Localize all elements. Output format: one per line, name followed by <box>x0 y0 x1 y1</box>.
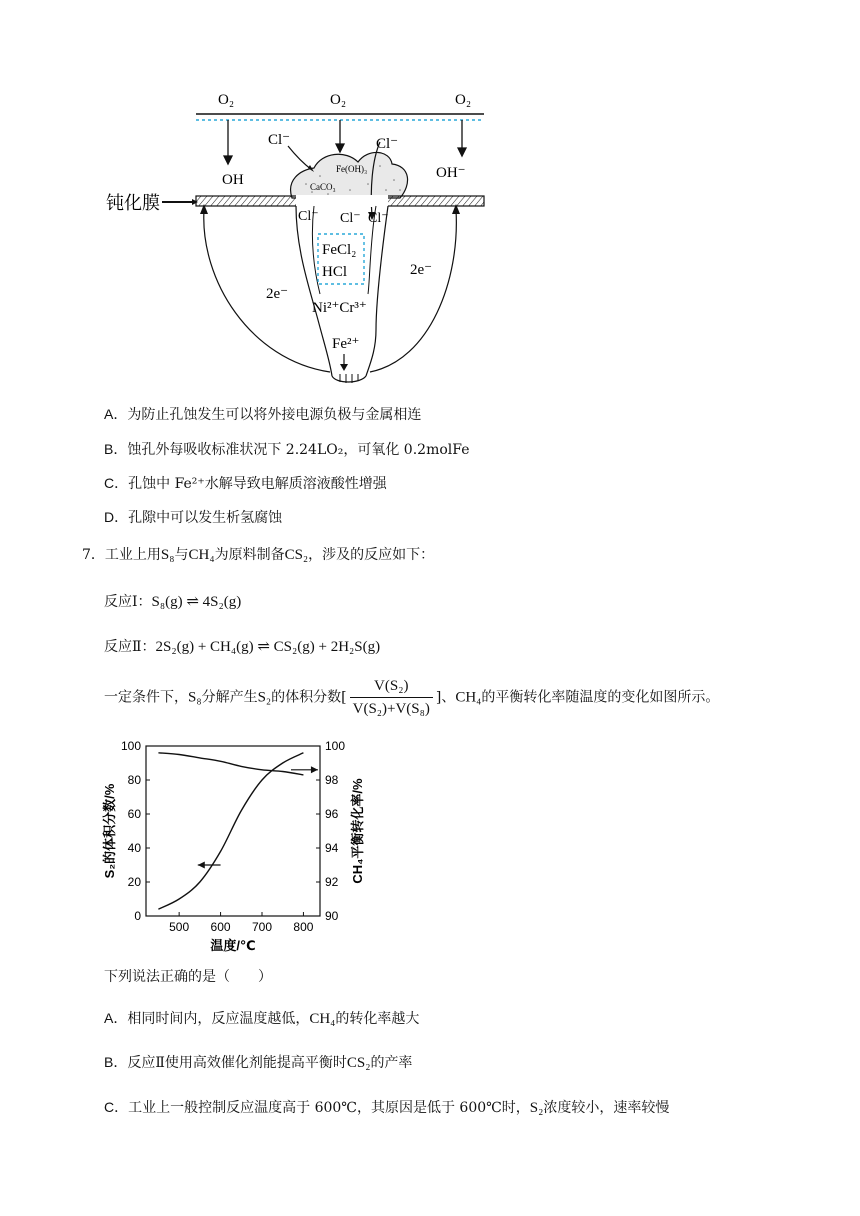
q7-question: 下列说法正确的是（ ） <box>104 969 272 985</box>
series-arrows <box>198 766 318 868</box>
y-right-tick-label: 94 <box>325 841 339 855</box>
q7-option-b-letter: B． <box>104 1054 128 1070</box>
q7-stem <box>82 545 434 565</box>
q7-stem-part: 工业上用 <box>104 547 161 563</box>
q6-option-b-text: 蚀孔外每吸收标准状况下 2.24LO₂，可氧化 0.2molFe <box>127 442 470 458</box>
y-left-tick-label: 100 <box>120 739 141 753</box>
q7-option-b <box>104 1052 412 1073</box>
q7-s8: S₈ <box>160 547 175 563</box>
o2-label-left: O₂ <box>218 92 235 108</box>
q7-option-a-text: 的转化率越大 <box>335 1011 420 1027</box>
y-left-tick-label: 40 <box>127 841 141 855</box>
reaction-2-equation: 2S₂(g) + CH₄(g) ⇌ CS₂(g) + 2H₂S(g) <box>155 639 381 655</box>
q6-option-a-text: 为防止孔蚀发生可以将外接电源负极与金属相连 <box>127 407 422 423</box>
o2-label-middle: O₂ <box>330 92 347 108</box>
reaction-1 <box>104 592 241 612</box>
x-tick-label: 500 <box>169 920 190 934</box>
q6-option-c-letter: C． <box>104 475 129 491</box>
x-tick-label: 800 <box>293 920 314 934</box>
reaction-2 <box>104 637 380 657</box>
q7-condition-part: 的平衡转化率随温度的变化如图所示。 <box>481 689 720 706</box>
y-right-tick-label: 100 <box>325 739 346 753</box>
plot-frame <box>146 746 320 916</box>
electron-label-right: 2e⁻ <box>410 262 433 278</box>
volume-fraction <box>350 676 433 719</box>
q7-condition-s2: S₂ <box>257 689 272 706</box>
s2-fraction-ch4-conversion-chart <box>100 732 380 962</box>
q7-option-c-text: 浓度较小，速率较慢 <box>543 1100 670 1116</box>
q7-ch4: CH₄ <box>188 547 215 563</box>
q7-condition-part: 的体积分数[ <box>271 689 347 706</box>
q6-option-b <box>104 439 469 460</box>
q6-option-c <box>104 473 387 494</box>
q6-option-d-text: 孔隙中可以发生析氢腐蚀 <box>128 510 283 526</box>
y-left-tick-label: 80 <box>127 773 141 787</box>
reaction-1-label: 反应Ⅰ： <box>104 594 152 610</box>
q6-option-d-letter: D． <box>104 509 129 525</box>
o2-label-right: O₂ <box>455 92 472 108</box>
q6-option-a-letter: A． <box>104 406 128 422</box>
y-right-tick-label: 96 <box>325 807 339 821</box>
electron-flow-right <box>370 210 456 372</box>
q7-option-a-text: 相同时间内，反应温度越低， <box>127 1011 310 1027</box>
q7-option-c-text: 工业上一般控制反应温度高于 600℃，其原因是低于 600℃时， <box>128 1100 530 1116</box>
fecl2-label: FeCl₂ <box>322 242 357 258</box>
q7-condition <box>104 676 719 719</box>
q7-number: 7． <box>82 547 105 563</box>
volume-fraction-denominator: V(S₂)+V(S₈) <box>352 701 430 717</box>
chart-ylabel-right: CH₄平衡转化率/% <box>350 778 365 884</box>
oh-label-left: OH <box>222 172 244 188</box>
fe2-ion-label: Fe²⁺ <box>332 336 360 352</box>
reaction-1-equation: S₈(g) ⇌ 4S₂(g) <box>151 594 242 610</box>
s2-fraction-curve <box>158 753 303 909</box>
cl-label-top-left: Cl⁻ <box>268 132 291 148</box>
y-left-tick-label: 0 <box>134 909 141 923</box>
q7-option-b-text: 反应Ⅱ使用高效催化剂能提高平衡时 <box>127 1055 347 1071</box>
cl-label-pit-1: Cl⁻ <box>298 209 319 224</box>
x-tick-label: 700 <box>251 920 273 934</box>
y-left-tick-label: 60 <box>127 807 141 821</box>
q7-condition-part: 分解产生 <box>201 689 258 706</box>
q7-stem-part: ，涉及的反应如下： <box>308 547 435 563</box>
corrosion-deposit <box>291 152 408 198</box>
cl-label-pit-2: Cl⁻ <box>340 211 361 226</box>
pitting-corrosion-diagram <box>100 80 500 390</box>
x-tick-label: 600 <box>210 920 231 934</box>
q7-condition-s8: S₈ <box>188 689 202 706</box>
electron-label-left: 2e⁻ <box>266 286 289 302</box>
passivation-film-label: 钝化膜 <box>106 193 160 213</box>
volume-fraction-numerator: V(S₂) <box>350 676 433 698</box>
q6-option-d <box>104 507 282 528</box>
deposit-caco3-label: CaCO₃ <box>310 182 336 192</box>
q7-option-b-text: 的产率 <box>370 1055 413 1071</box>
passivation-film-arrow <box>162 199 198 205</box>
q7-option-c <box>104 1097 669 1118</box>
hcl-label: HCl <box>322 264 348 280</box>
q7-option-a <box>104 1008 419 1029</box>
q6-option-a <box>104 404 421 425</box>
cl-label-pit-3: Cl⁻ <box>368 211 389 226</box>
q7-condition-part: 一定条件下， <box>104 689 188 706</box>
q7-condition-part: ]、 <box>435 689 456 706</box>
q6-option-c-text: 孔蚀中 Fe²⁺水解导致电解质溶液酸性增强 <box>128 476 387 492</box>
q6-option-b-letter: B． <box>104 441 128 457</box>
q7-option-c-chem: S₂ <box>529 1100 544 1116</box>
left-axis-pointer-arrow-head <box>198 862 205 869</box>
deposit-fe-oh3-label: Fe(OH)₃ <box>336 164 368 174</box>
q7-cs2: CS₂ <box>284 547 309 563</box>
chart-ylabel-left: S₂的体积分数/% <box>102 783 117 879</box>
oh-label-right: OH⁻ <box>436 165 466 181</box>
y-right-tick-label: 98 <box>325 773 339 787</box>
y-right-tick-label: 92 <box>325 875 339 889</box>
q7-stem-part: 为原料制备 <box>214 547 285 563</box>
q7-stem-part: 与 <box>174 547 189 563</box>
q7-option-a-letter: A． <box>104 1010 128 1026</box>
q7-condition-ch4: CH₄ <box>455 689 482 706</box>
q7-option-c-letter: C． <box>104 1099 129 1115</box>
reaction-2-label: 反应Ⅱ： <box>104 639 156 655</box>
ni-cr-ions-label: Ni²⁺Cr³⁺ <box>312 300 367 316</box>
y-left-tick-label: 20 <box>127 875 141 889</box>
chart-xlabel: 温度/℃ <box>210 938 256 953</box>
right-axis-pointer-arrow-head <box>311 766 318 773</box>
cl-label-top-right: Cl⁻ <box>376 136 399 152</box>
q7-option-b-chem: CS₂ <box>346 1055 371 1071</box>
q7-option-a-chem: CH₄ <box>309 1011 336 1027</box>
y-right-tick-label: 90 <box>325 909 339 923</box>
